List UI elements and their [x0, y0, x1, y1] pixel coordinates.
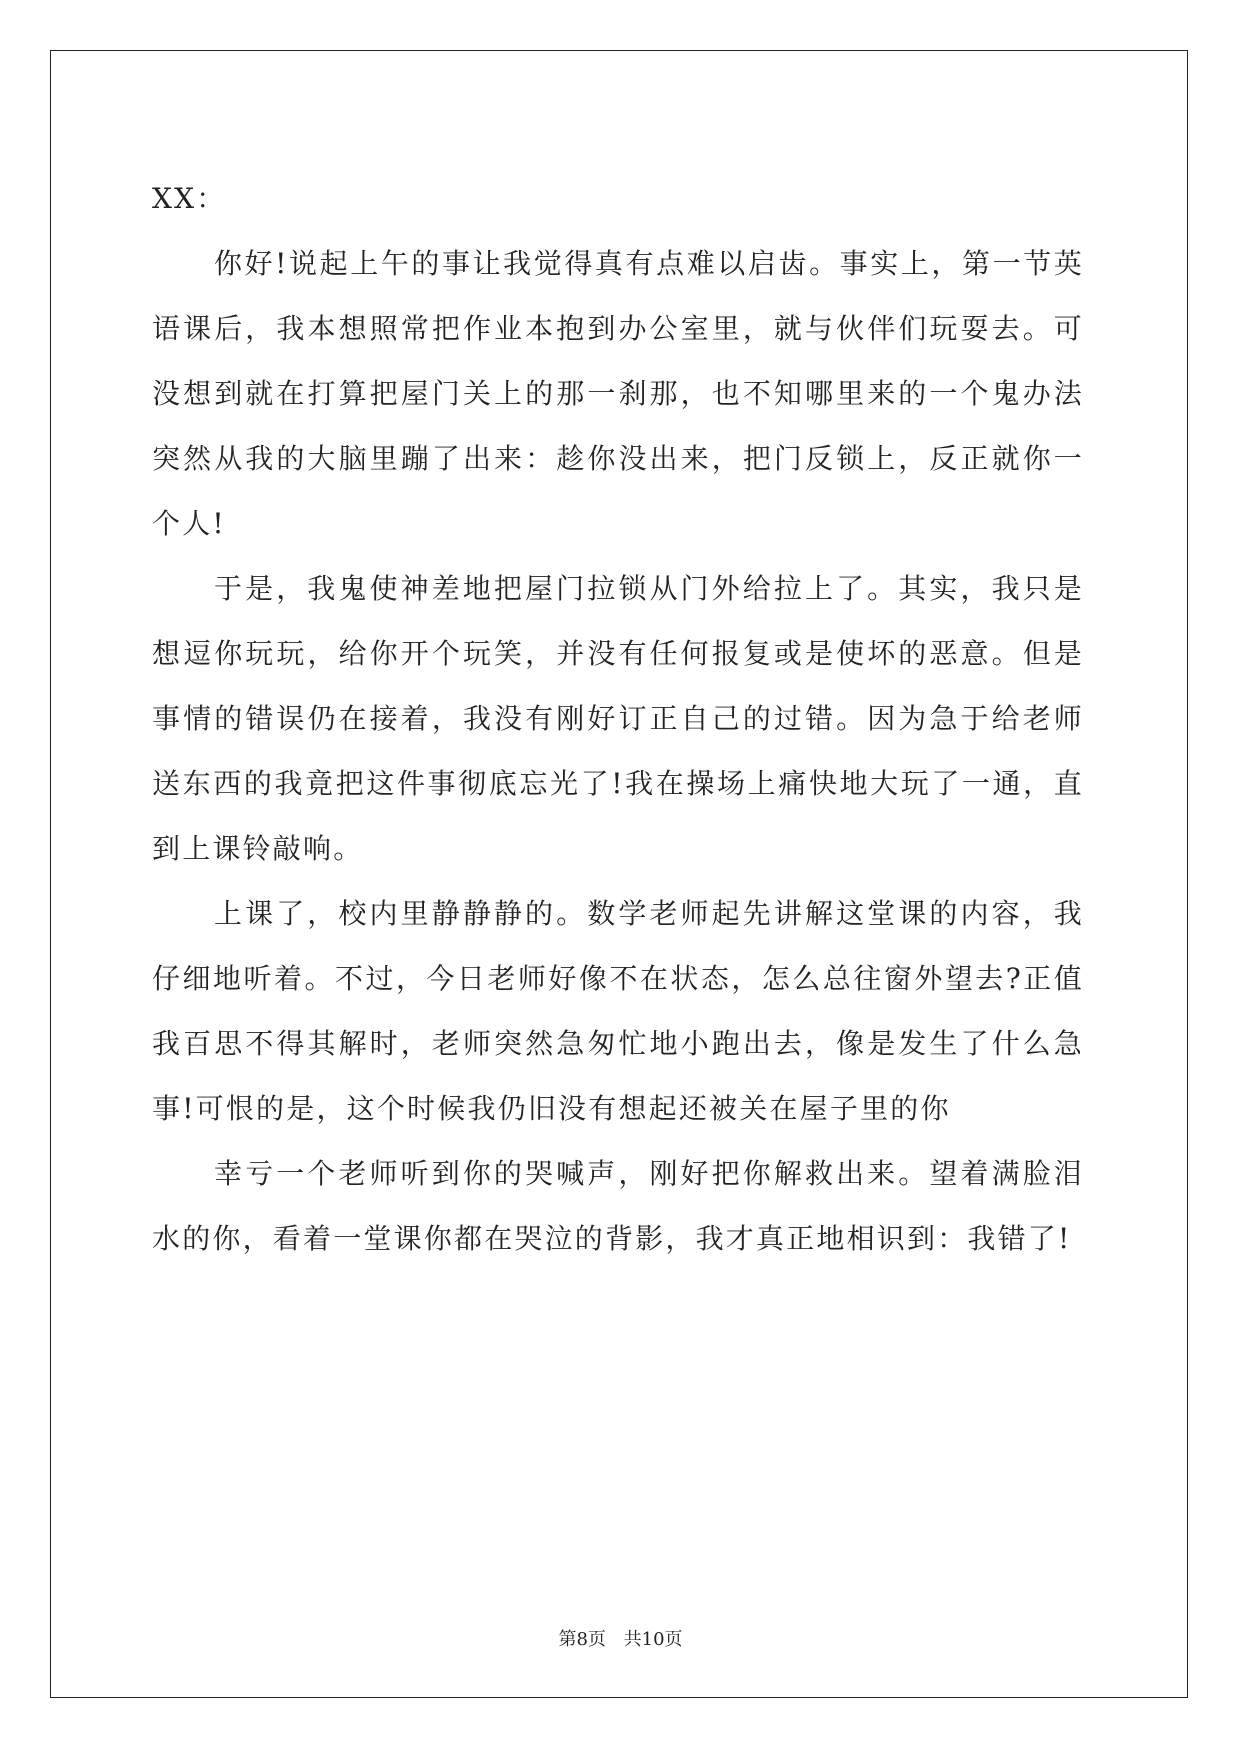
page-total: 共10页 — [623, 1629, 683, 1650]
paragraph-2: 于是，我鬼使神差地把屋门拉锁从门外给拉上了。其实，我只是想逗你玩玩，给你开个玩笑，并没有任何报复或是使坏的恶意。但是事情的错误仍在接着，我没有刚好订正自己的过错。因为急于给老师送东西的我竟把这件事彻底忘光了!我在操场上痛快地大玩了一通，直到上课铃敲响。 — [152, 572, 1084, 865]
paragraph-4: 幸亏一个老师听到你的哭喊声，刚好把你解救出来。望着满脸泪水的你，看着一堂课你都在哭泣的背影，我才真正地相识到：我错了! — [152, 1157, 1084, 1255]
paragraph-3: 上课了，校内里静静静的。数学老师起先讲解这堂课的内容，我仔细地听着。不过，今日老师好像不在状态，怎么总往窗外望去?正值我百思不得其解时，老师突然急匆忙地小跑出去，像是发生了什么急事!可恨的是，这个时候我仍旧没有想起还被关在屋子里的你 — [152, 897, 1084, 1125]
salutation: XX： — [152, 182, 227, 215]
paragraph-1: 你好!说起上午的事让我觉得真有点难以启齿。事实上，第一节英语课后，我本想照常把作业本抱到办公室里，就与伙伴们玩耍去。可没想到就在打算把屋门关上的那一刹那，也不知哪里来的一个鬼办法突然从我的大脑里蹦了出来：趁你没出来，把门反锁上，反正就你一个人! — [152, 247, 1084, 540]
letter-body — [152, 166, 1084, 1271]
page-footer — [0, 1625, 1241, 1651]
page-number: 第8页 — [558, 1629, 606, 1650]
